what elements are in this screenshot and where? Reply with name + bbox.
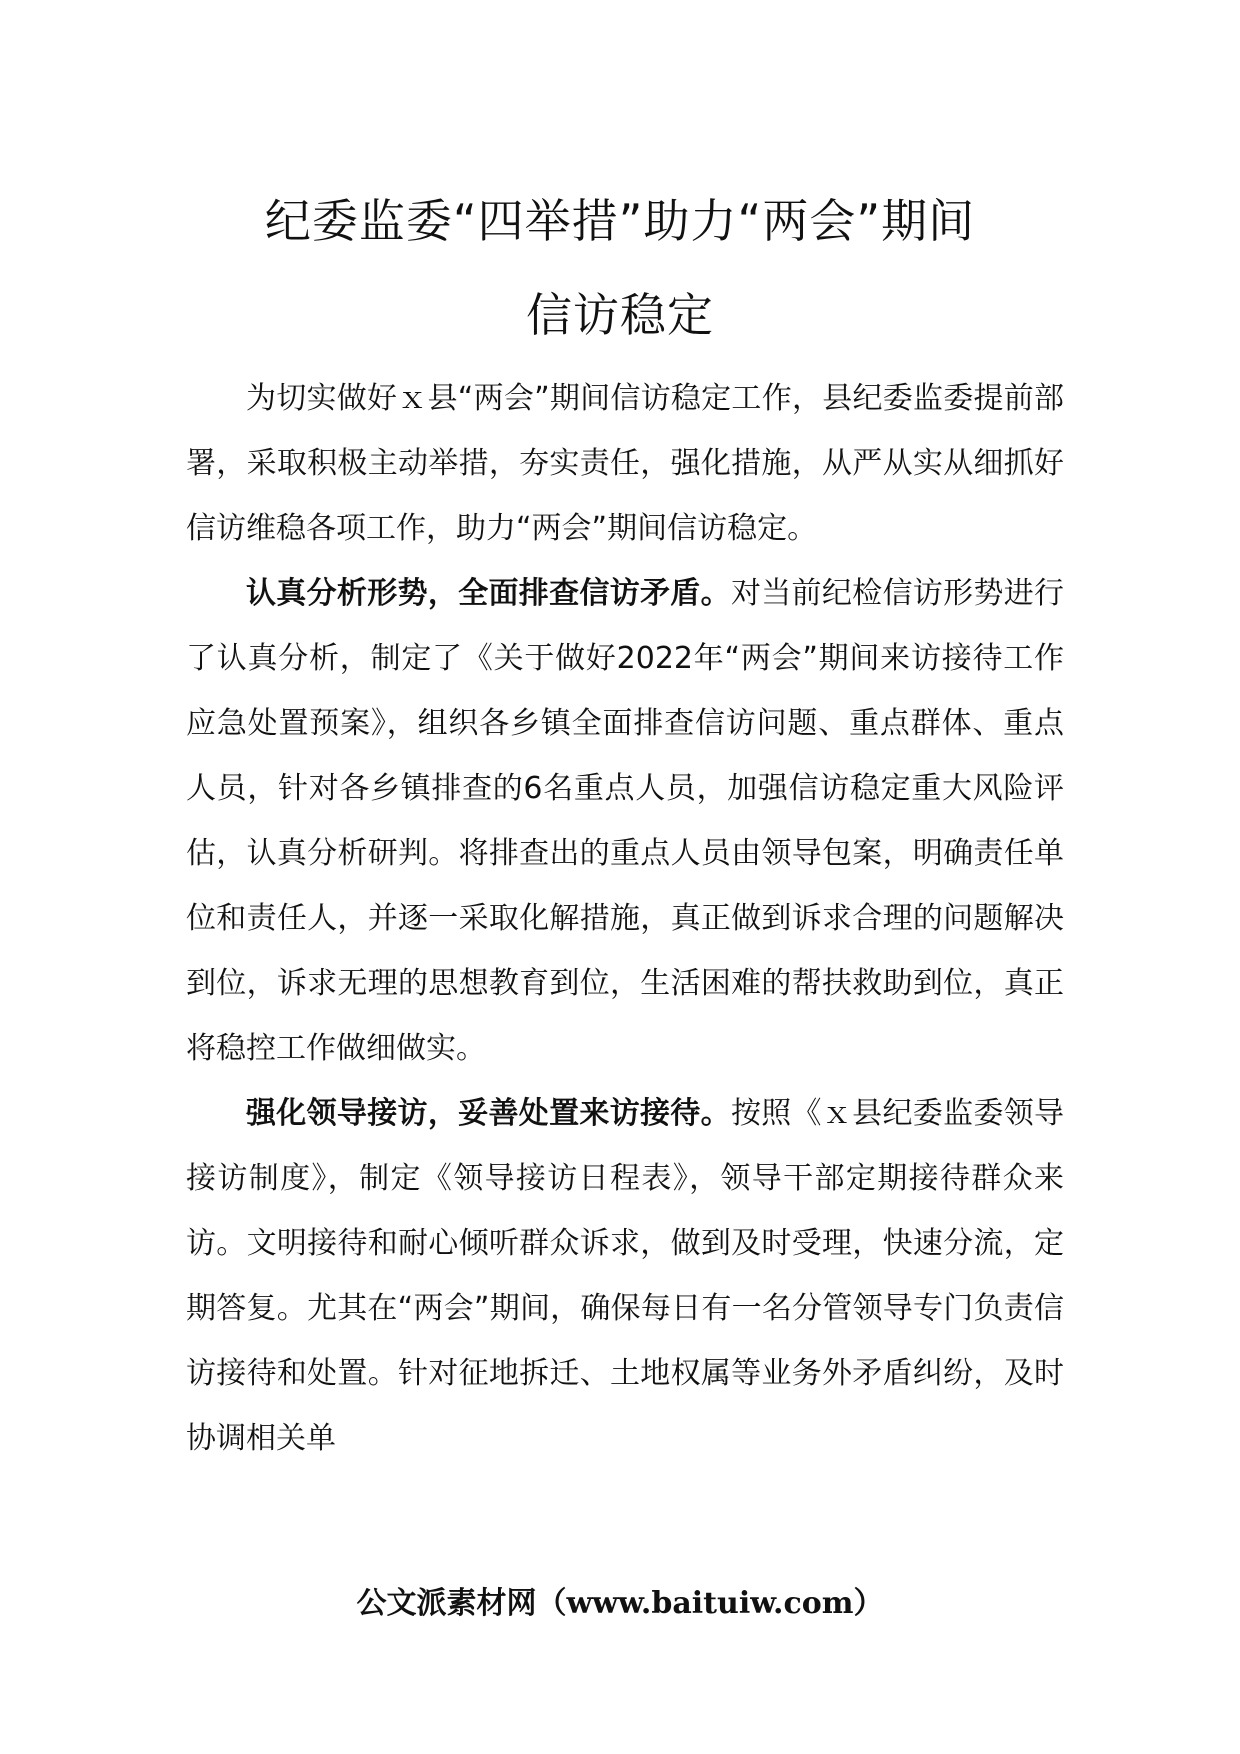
paragraph-analysis [186,561,1064,1081]
source-watermark-footer: 公文派素材网（www.baituiw.com） [356,1586,884,1621]
document-body [186,366,1064,1471]
document-title-line-2: 信访稳定 [526,288,714,342]
paragraph-lead: 认真分析形势，全面排查信访矛盾。 [246,576,731,611]
paragraph-text: 对当前纪检信访形势进行了认真分析，制定了《关于做好2022年“两会”期间来访接待工作应急处置预案》，组织各乡镇全面排查信访问题、重点群体、重点人员，针对各乡镇排查的6名重点人员，加强信访稳定重大风险评估，认真分析研判。将排查出的重点人员由领导包案，明确责任单位和责任人，并逐一采取化解措施，真正做到诉求合理的问题解决到位，诉求无理的思想教育到位，生活困难的帮扶救助到位，真正将稳控工作做细做实。 [186,576,1065,1066]
paragraph-intro [186,366,1064,561]
paragraph-text: 按照《ｘ县纪委监委领导接访制度》，制定《领导接访日程表》，领导干部定期接待群众来访。文明接待和耐心倾听群众诉求，做到及时受理，快速分流，定期答复。尤其在“两会”期间，确保每日有一名分管领导专门负责信访接待和处置。针对征地拆迁、土地权属等业务外矛盾纠纷，及时协调相关单 [186,1096,1065,1456]
document-title-line-1: 纪委监委“四举措”助力“两会”期间 [264,194,976,248]
paragraph-text: 为切实做好ｘ县“两会”期间信访稳定工作，县纪委监委提前部署，采取积极主动举措，夯实责任，强化措施，从严从实从细抓好信访维稳各项工作，助力“两会”期间信访稳定。 [186,381,1064,546]
paragraph-reception [186,1081,1064,1471]
paragraph-lead: 强化领导接访，妥善处置来访接待。 [246,1096,731,1131]
